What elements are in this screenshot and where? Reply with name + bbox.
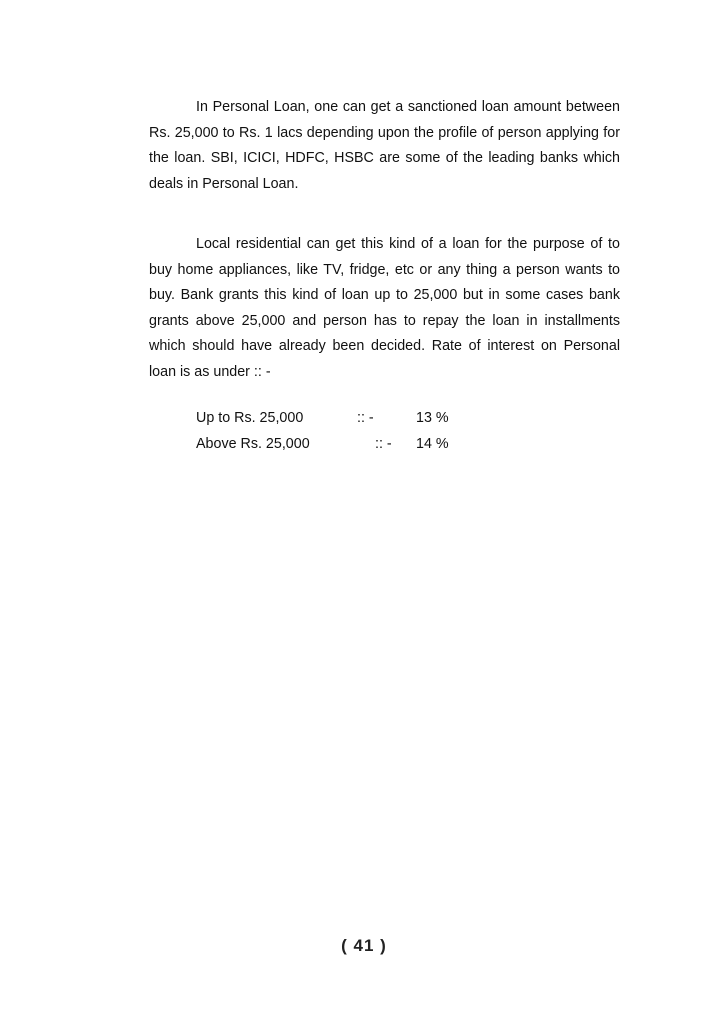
rate-label: Up to Rs. 25,000	[196, 410, 304, 426]
rate-separator: :: -	[357, 410, 374, 426]
rate-value: 13 %	[416, 410, 449, 426]
rate-label: Above Rs. 25,000	[196, 435, 310, 452]
rate-separator: :: -	[375, 435, 392, 452]
page-number: ( 41 )	[341, 936, 387, 955]
paragraph-local-residential: Local residential can get this kind of a loan for the purpose of to buy home appliances, like TV, fridge, etc or any thing a person wants to buy. Bank grants this kind of loan up to 25,000 but in some cases bank grants above 25,000 and person has to repay the loan in installments which should have already been decided. Rate of interest on Personal loan is as under :: -	[149, 236, 620, 380]
paragraph-personal-loan-intro: In Personal Loan, one can get a sanctioned loan amount between Rs. 25,000 to Rs. 1 lacs depending upon the profile of person applying for the loan. SBI, ICICI, HDFC, HSBC are some of the leading banks which deals in Personal Loan.	[149, 99, 620, 192]
rate-value: 14 %	[416, 435, 449, 452]
